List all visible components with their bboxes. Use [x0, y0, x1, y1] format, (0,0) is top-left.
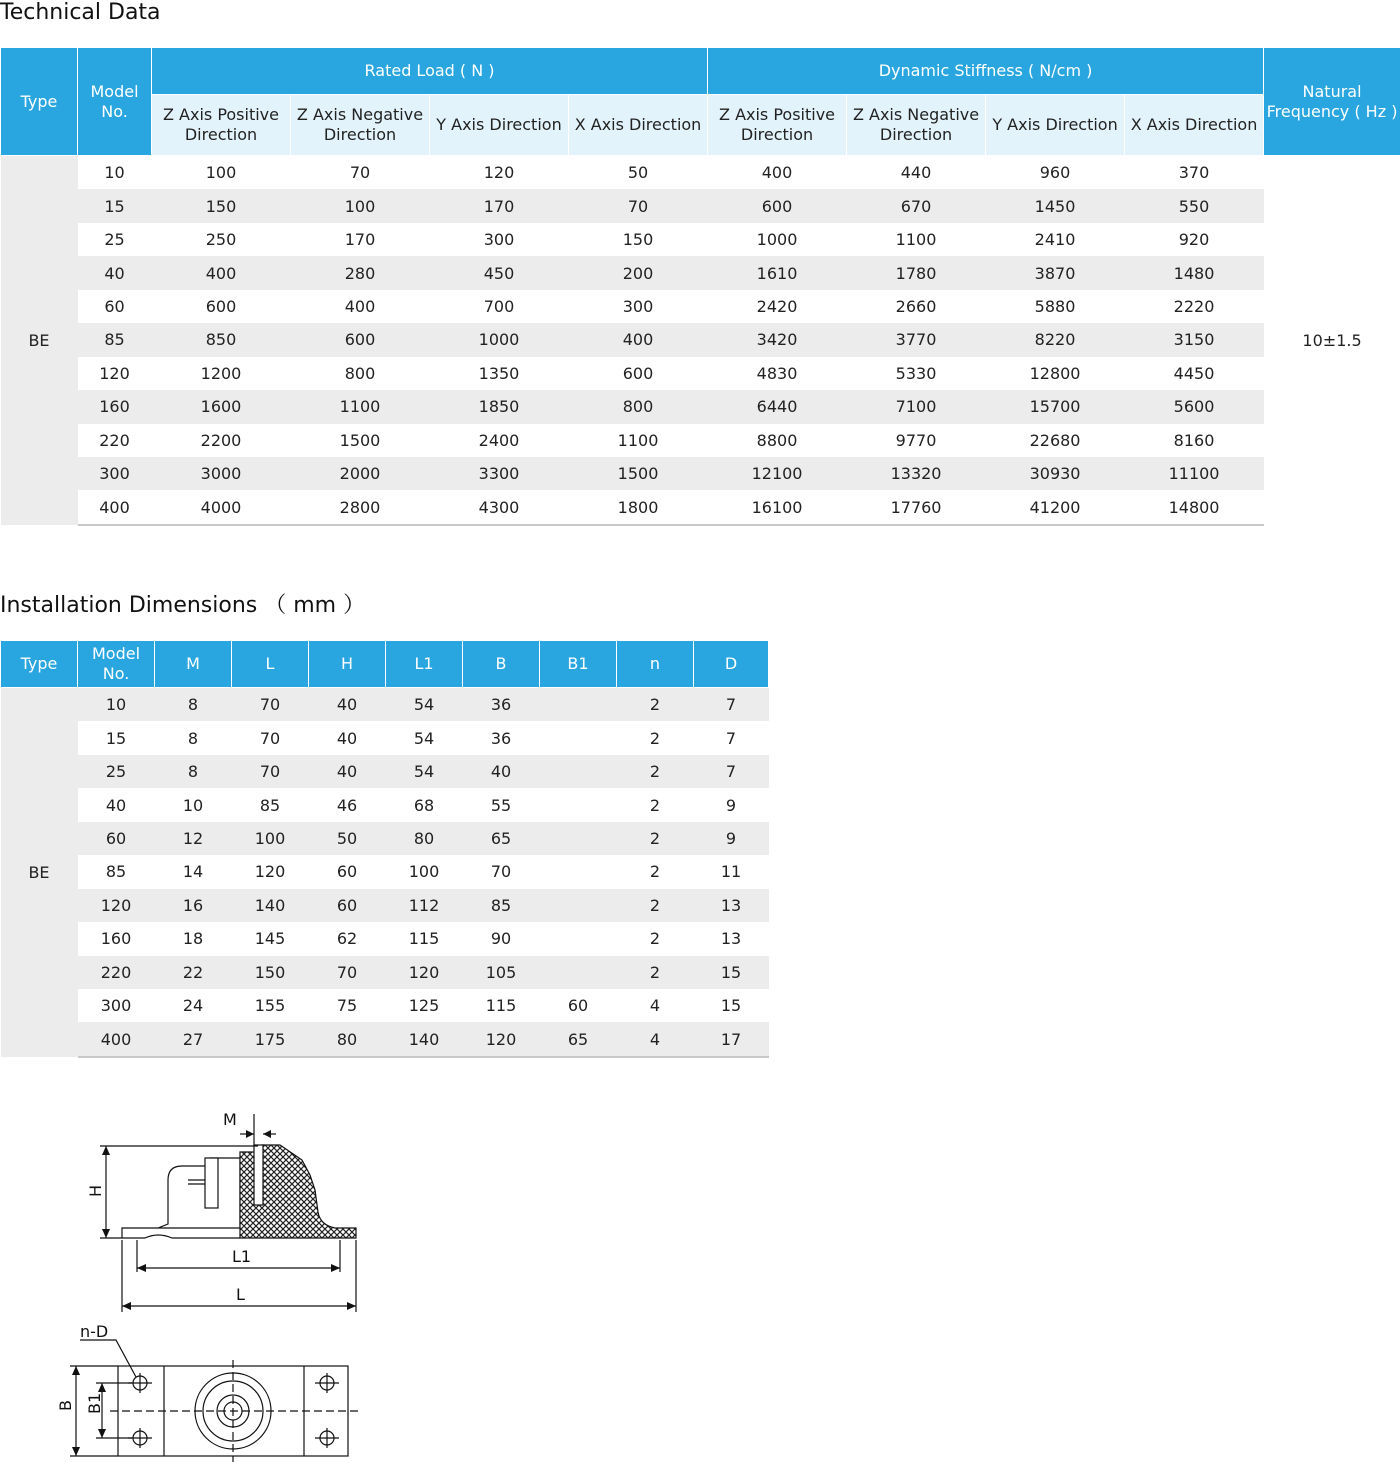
table-row [1, 256, 1400, 289]
cell-rl-zp: 4000 [152, 490, 291, 524]
cell-l: 70 [232, 755, 309, 788]
cell-ds-zp: 6440 [708, 390, 847, 423]
cell-ds-zp: 1610 [708, 256, 847, 289]
cell-l1: 54 [386, 688, 463, 722]
installation-drawing [40, 1100, 385, 1474]
cell-ds-zn: 1100 [847, 223, 986, 256]
cell-b1 [540, 956, 617, 989]
cell-model: 25 [78, 755, 155, 788]
table-row [1, 922, 769, 955]
table-row [1, 223, 1400, 256]
installation-dimensions-title: Installation Dimensions （ mm ） [0, 593, 366, 618]
cell-n: 2 [617, 721, 694, 754]
cell-model: 40 [78, 788, 155, 821]
cell-model: 120 [78, 357, 152, 390]
cell-ds-zp: 8800 [708, 424, 847, 457]
table-row [1, 788, 769, 821]
cell-h: 62 [309, 922, 386, 955]
cell-b: 90 [463, 922, 540, 955]
cell-l: 150 [232, 956, 309, 989]
cell-model: 85 [78, 855, 155, 888]
cell-rl-zp: 400 [152, 256, 291, 289]
cell-rl-zn: 280 [291, 256, 430, 289]
header-m: M [155, 641, 232, 688]
label-l1: L1 [232, 1247, 252, 1266]
cell-rl-zp: 1600 [152, 390, 291, 423]
cell-model: 60 [78, 290, 152, 323]
table-row [1, 290, 1400, 323]
cell-m: 24 [155, 989, 232, 1022]
cell-h: 40 [309, 721, 386, 754]
cell-d: 7 [694, 755, 769, 788]
table-row [1, 855, 769, 888]
cell-ds-x: 5600 [1125, 390, 1264, 423]
header-type: Type [1, 48, 78, 156]
cell-ds-x: 370 [1125, 156, 1264, 190]
cell-ds-y: 12800 [986, 357, 1125, 390]
table-row [1, 721, 769, 754]
cell-rl-x: 50 [569, 156, 708, 190]
table-row [1, 189, 1400, 222]
cell-rl-x: 1800 [569, 490, 708, 524]
table-row [1, 688, 769, 722]
cell-n: 2 [617, 755, 694, 788]
cell-ds-y: 30930 [986, 457, 1125, 490]
cell-model: 25 [78, 223, 152, 256]
cell-b: 70 [463, 855, 540, 888]
cell-l1: 54 [386, 721, 463, 754]
cell-ds-zn: 13320 [847, 457, 986, 490]
table-row [1, 357, 1400, 390]
cell-h: 40 [309, 688, 386, 722]
cell-model: 85 [78, 323, 152, 356]
cell-rl-zn: 1500 [291, 424, 430, 457]
cell-b: 85 [463, 889, 540, 922]
cell-model: 160 [78, 922, 155, 955]
cell-rl-y: 1850 [430, 390, 569, 423]
cell-l1: 115 [386, 922, 463, 955]
cell-ds-zp: 2420 [708, 290, 847, 323]
cell-ds-zn: 5330 [847, 357, 986, 390]
cell-d: 9 [694, 788, 769, 821]
cell-b: 36 [463, 688, 540, 722]
cell-d: 11 [694, 855, 769, 888]
cell-ds-y: 3870 [986, 256, 1125, 289]
cell-rl-y: 300 [430, 223, 569, 256]
cell-model: 300 [78, 989, 155, 1022]
cell-b: 115 [463, 989, 540, 1022]
cell-ds-zp: 16100 [708, 490, 847, 524]
cell-ds-x: 920 [1125, 223, 1264, 256]
cell-rl-zn: 400 [291, 290, 430, 323]
header-ds-z-positive: Z Axis Positive Direction [708, 95, 847, 156]
cell-l: 175 [232, 1022, 309, 1056]
cell-l: 140 [232, 889, 309, 922]
cell-l1: 100 [386, 855, 463, 888]
cell-ds-x: 1480 [1125, 256, 1264, 289]
cell-ds-zp: 400 [708, 156, 847, 190]
table-row [1, 989, 769, 1022]
table-row [1, 889, 769, 922]
cell-rl-y: 120 [430, 156, 569, 190]
cell-b: 40 [463, 755, 540, 788]
cell-b: 65 [463, 822, 540, 855]
cell-b: 36 [463, 721, 540, 754]
cell-ds-x: 14800 [1125, 490, 1264, 524]
cell-ds-zn: 2660 [847, 290, 986, 323]
cell-model: 120 [78, 889, 155, 922]
cell-model: 220 [78, 424, 152, 457]
cell-b: 120 [463, 1022, 540, 1056]
cell-b1 [540, 855, 617, 888]
side-view [100, 1114, 356, 1312]
cell-ds-x: 4450 [1125, 357, 1264, 390]
header-ds-z-negative: Z Axis Negative Direction [847, 95, 986, 156]
cell-rl-zp: 3000 [152, 457, 291, 490]
cell-ds-y: 5880 [986, 290, 1125, 323]
cell-n: 2 [617, 788, 694, 821]
cell-model: 300 [78, 457, 152, 490]
cell-m: 27 [155, 1022, 232, 1056]
label-h: H [86, 1184, 105, 1197]
cell-rl-x: 200 [569, 256, 708, 289]
cell-h: 60 [309, 855, 386, 888]
table-row [1, 390, 1400, 423]
cell-l1: 80 [386, 822, 463, 855]
header-model-no: Model No. [78, 48, 152, 156]
cell-model: 10 [78, 156, 152, 190]
cell-l1: 112 [386, 889, 463, 922]
cell-l1: 125 [386, 989, 463, 1022]
cell-b1: 65 [540, 1022, 617, 1056]
cell-ds-x: 11100 [1125, 457, 1264, 490]
cell-ds-x: 3150 [1125, 323, 1264, 356]
cell-ds-zp: 12100 [708, 457, 847, 490]
cell-h: 60 [309, 889, 386, 922]
cell-h: 70 [309, 956, 386, 989]
cell-d: 7 [694, 688, 769, 722]
cell-ds-zn: 7100 [847, 390, 986, 423]
cell-h: 40 [309, 755, 386, 788]
cell-ds-y: 8220 [986, 323, 1125, 356]
cell-rl-y: 170 [430, 189, 569, 222]
table-row [1, 1022, 769, 1056]
header-l1: L1 [386, 641, 463, 688]
cell-ds-x: 8160 [1125, 424, 1264, 457]
table-row [1, 822, 769, 855]
table-row [1, 755, 769, 788]
cell-rl-zp: 250 [152, 223, 291, 256]
cell-rl-zn: 800 [291, 357, 430, 390]
cell-n: 2 [617, 956, 694, 989]
cell-model: 400 [78, 490, 152, 524]
cell-model: 15 [78, 721, 155, 754]
label-b1: B1 [85, 1392, 104, 1414]
type-cell: BE [1, 156, 78, 525]
cell-h: 50 [309, 822, 386, 855]
cell-ds-zn: 440 [847, 156, 986, 190]
cell-l: 100 [232, 822, 309, 855]
header-rl-x-direction: X Axis Direction [569, 95, 708, 156]
cell-l: 155 [232, 989, 309, 1022]
cell-ds-zn: 670 [847, 189, 986, 222]
cell-rl-zp: 600 [152, 290, 291, 323]
cell-ds-zn: 3770 [847, 323, 986, 356]
cell-l1: 120 [386, 956, 463, 989]
header-rl-z-positive: Z Axis Positive Direction [152, 95, 291, 156]
label-l: L [236, 1285, 245, 1304]
type-cell: BE [1, 688, 78, 1057]
table-row [1, 956, 769, 989]
cell-rl-y: 4300 [430, 490, 569, 524]
table-row [1, 490, 1400, 524]
cell-ds-y: 22680 [986, 424, 1125, 457]
cell-h: 75 [309, 989, 386, 1022]
header-rl-y-direction: Y Axis Direction [430, 95, 569, 156]
label-m: M [223, 1110, 237, 1129]
cell-model: 160 [78, 390, 152, 423]
cell-d: 13 [694, 922, 769, 955]
header-d: D [694, 641, 769, 688]
cell-ds-zn: 9770 [847, 424, 986, 457]
header-model-no: Model No. [78, 641, 155, 688]
cell-n: 4 [617, 989, 694, 1022]
label-n-d: n-D [80, 1322, 109, 1341]
cell-ds-zp: 1000 [708, 223, 847, 256]
header-ds-x-direction: X Axis Direction [1125, 95, 1264, 156]
cell-m: 12 [155, 822, 232, 855]
cell-ds-x: 550 [1125, 189, 1264, 222]
cell-h: 80 [309, 1022, 386, 1056]
cell-ds-y: 41200 [986, 490, 1125, 524]
cell-rl-y: 3300 [430, 457, 569, 490]
cell-ds-zn: 1780 [847, 256, 986, 289]
cell-model: 40 [78, 256, 152, 289]
cell-l: 70 [232, 721, 309, 754]
cell-l: 145 [232, 922, 309, 955]
cell-rl-zp: 150 [152, 189, 291, 222]
cell-d: 9 [694, 822, 769, 855]
cell-rl-zp: 850 [152, 323, 291, 356]
cell-ds-zp: 4830 [708, 357, 847, 390]
cell-rl-y: 700 [430, 290, 569, 323]
label-b: B [56, 1400, 75, 1411]
cell-ds-x: 2220 [1125, 290, 1264, 323]
cell-m: 16 [155, 889, 232, 922]
cell-b1: 60 [540, 989, 617, 1022]
cell-l: 85 [232, 788, 309, 821]
header-n: n [617, 641, 694, 688]
header-ds-y-direction: Y Axis Direction [986, 95, 1125, 156]
cell-rl-y: 2400 [430, 424, 569, 457]
cell-rl-x: 400 [569, 323, 708, 356]
cell-l: 70 [232, 688, 309, 722]
cell-b1 [540, 922, 617, 955]
cell-rl-zn: 2000 [291, 457, 430, 490]
cell-rl-y: 450 [430, 256, 569, 289]
cell-rl-x: 600 [569, 357, 708, 390]
cell-n: 2 [617, 855, 694, 888]
cell-b1 [540, 688, 617, 722]
cell-model: 220 [78, 956, 155, 989]
cell-b1 [540, 822, 617, 855]
cell-l: 120 [232, 855, 309, 888]
cell-ds-zp: 3420 [708, 323, 847, 356]
cell-m: 8 [155, 721, 232, 754]
cell-l1: 140 [386, 1022, 463, 1056]
cell-b1 [540, 889, 617, 922]
cell-d: 15 [694, 989, 769, 1022]
technical-data-table [0, 47, 1400, 526]
cell-l1: 68 [386, 788, 463, 821]
cell-m: 8 [155, 755, 232, 788]
header-l: L [232, 641, 309, 688]
table-row [1, 457, 1400, 490]
cell-rl-x: 70 [569, 189, 708, 222]
installation-dimensions-table [0, 640, 769, 1058]
cell-m: 10 [155, 788, 232, 821]
cell-n: 4 [617, 1022, 694, 1056]
table-row [1, 323, 1400, 356]
cell-n: 2 [617, 688, 694, 722]
cell-rl-x: 150 [569, 223, 708, 256]
cell-d: 7 [694, 721, 769, 754]
cell-rl-zn: 100 [291, 189, 430, 222]
header-type: Type [1, 641, 78, 688]
cell-model: 60 [78, 822, 155, 855]
cell-ds-zp: 600 [708, 189, 847, 222]
cell-h: 46 [309, 788, 386, 821]
cell-model: 15 [78, 189, 152, 222]
cell-b: 105 [463, 956, 540, 989]
cell-d: 13 [694, 889, 769, 922]
cell-rl-x: 800 [569, 390, 708, 423]
cell-rl-zn: 1100 [291, 390, 430, 423]
cell-rl-zp: 1200 [152, 357, 291, 390]
cell-b1 [540, 721, 617, 754]
cell-rl-zp: 2200 [152, 424, 291, 457]
cell-ds-y: 1450 [986, 189, 1125, 222]
cell-ds-y: 2410 [986, 223, 1125, 256]
cell-rl-x: 1500 [569, 457, 708, 490]
cell-m: 14 [155, 855, 232, 888]
cell-rl-zn: 600 [291, 323, 430, 356]
cell-model: 400 [78, 1022, 155, 1056]
cell-rl-zn: 170 [291, 223, 430, 256]
cell-rl-x: 300 [569, 290, 708, 323]
header-b: B [463, 641, 540, 688]
cell-b1 [540, 755, 617, 788]
header-rated-load: Rated Load ( N ) [152, 48, 708, 95]
cell-b1 [540, 788, 617, 821]
table-row [1, 424, 1400, 457]
cell-rl-y: 1000 [430, 323, 569, 356]
header-natural-frequency: Natural Frequency ( Hz ) [1264, 48, 1400, 156]
table-row [1, 156, 1400, 190]
cell-rl-zp: 100 [152, 156, 291, 190]
cell-n: 2 [617, 889, 694, 922]
cell-model: 10 [78, 688, 155, 722]
cell-ds-zn: 17760 [847, 490, 986, 524]
cell-rl-y: 1350 [430, 357, 569, 390]
header-dynamic-stiffness: Dynamic Stiffness ( N/cm ) [708, 48, 1264, 95]
cell-m: 18 [155, 922, 232, 955]
cell-ds-y: 15700 [986, 390, 1125, 423]
header-rl-z-negative: Z Axis Negative Direction [291, 95, 430, 156]
cell-rl-x: 1100 [569, 424, 708, 457]
cell-rl-zn: 2800 [291, 490, 430, 524]
header-h: H [309, 641, 386, 688]
cell-n: 2 [617, 922, 694, 955]
natural-frequency-cell: 10±1.5 [1264, 156, 1400, 525]
cell-n: 2 [617, 822, 694, 855]
technical-data-title: Technical Data [0, 0, 161, 25]
cell-m: 8 [155, 688, 232, 722]
cell-b: 55 [463, 788, 540, 821]
cell-l1: 54 [386, 755, 463, 788]
cell-ds-y: 960 [986, 156, 1125, 190]
cell-d: 15 [694, 956, 769, 989]
cell-m: 22 [155, 956, 232, 989]
header-b1: B1 [540, 641, 617, 688]
plan-view [70, 1340, 358, 1462]
cell-d: 17 [694, 1022, 769, 1056]
cell-rl-zn: 70 [291, 156, 430, 190]
